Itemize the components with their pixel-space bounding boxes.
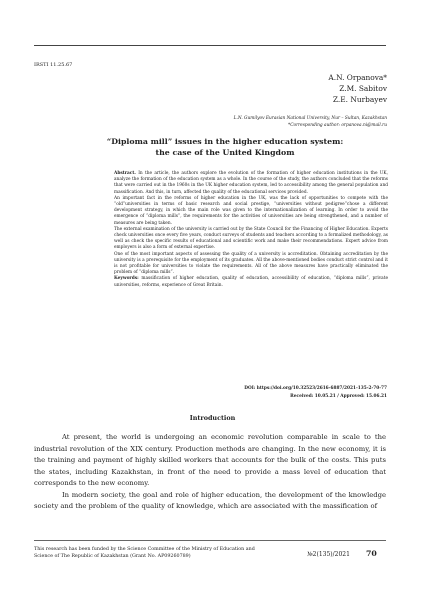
abstract	[114, 171, 388, 289]
abstract-paragraph: An important fact in the reforms of higher education in the UK, was the lack of opportunities to compete with the “old”universities in terms of basic research and social prestige, “universities without pedigree”chose a different development strategy, in which the main role was given to the internationalization of learning. In order to avoid the emergence of “diploma mills”, the requirements for the activities of universities are being strengthened, and a number of measures are being taken.	[114, 195, 388, 226]
paper-title: “Diploma mill” issues in the higher education system: the case of the United Kingdom	[106, 137, 344, 157]
page-number: 70	[366, 549, 377, 558]
footnote-rule	[34, 540, 386, 541]
header-rule	[34, 45, 386, 46]
body-paragraph: At present, the world is undergoing an economic revolution comparable in scale to the industrial revolution of the XIX century. Production methods are changing. In the new economy, it is the training and payment of highly skilled workers that accounts for the bulk of the costs. This puts the states, including Kazakhstan, in front of the need to provide a mass level of education that corresponds to the new economy.	[34, 433, 386, 487]
irsti-code: IRSTI 11.25.67	[34, 62, 73, 68]
body-text	[34, 432, 386, 513]
abstract-paragraph: One of the most important aspects of assessing the quality of a university is accreditation. Obtaining accreditation by the university is a prerequisite for the employment of its graduates. All the above-mentioned bodies conduct strict control and it is not profitable for universities to violate the requirements. All of the above measures have practically eliminated the problem of “diploma mills”.	[114, 251, 388, 276]
doi-link[interactable]: DOI: https://doi.org/10.32523/2616-6887/2021-135-2-70-77	[244, 386, 387, 391]
funding-footnote: This research has been funded by the Science Committee of the Ministry of Education and Science of The Republic of Kazakhstan (Grant No. AP09260789)	[34, 547, 255, 560]
journal-issue: №2(135)/2021	[307, 551, 350, 558]
abstract-paragraph: In the article, the authors explore the evolution of the formation of higher education institutions in the UK, analyze the formation of the education system as a whole. In the course of the study, the authors concluded that the reforms that were carried out in the 1960s in the UK higher education system, led to accessibility among the general population and massification. And this, in turn, affected the quality of the educational services provided.	[114, 171, 388, 195]
author-name: Z.E. Nurbayev	[332, 95, 387, 104]
affiliation-university: L.N. Gumilyov Eurasian National University, Nur – Sultan, Kazakhstan	[233, 116, 387, 121]
affiliation	[234, 115, 387, 129]
keywords: massification of higher education, quality of education, accessibility of education, “diploma mills”, private universities, reforms, experience of Great Britain.	[114, 276, 388, 288]
section-heading: Introduction	[189, 414, 236, 422]
author-name: A.N. Orpanova*	[328, 73, 387, 82]
corresponding-author: *Corresponding author: orpanova.ni@mail.ru	[288, 123, 387, 128]
doi-block	[244, 385, 387, 401]
keywords-label: Keywords:	[114, 276, 139, 282]
received-dates: Received: 10.05.21 / Approved: 15.06.21	[290, 394, 387, 399]
abstract-paragraph: The external examination of the university is carried out by the State Council for the Financing of Higher Education. Experts check universities once every five years, conduct surveys of students and teachers according to a formalized methodology, as well as check the specific results of educational and scientific work and make their recommendations. Expert advice from employers is also a form of external expertise.	[114, 226, 388, 251]
body-paragraph: In modern society, the goal and role of higher education, the development of the knowledge society and the problem of the quality of knowledge, which are associated with the massification of	[34, 490, 386, 510]
author-list	[328, 72, 387, 105]
author-name: Z.M. Sabitov	[339, 84, 387, 93]
abstract-label: Abstract.	[114, 171, 136, 176]
